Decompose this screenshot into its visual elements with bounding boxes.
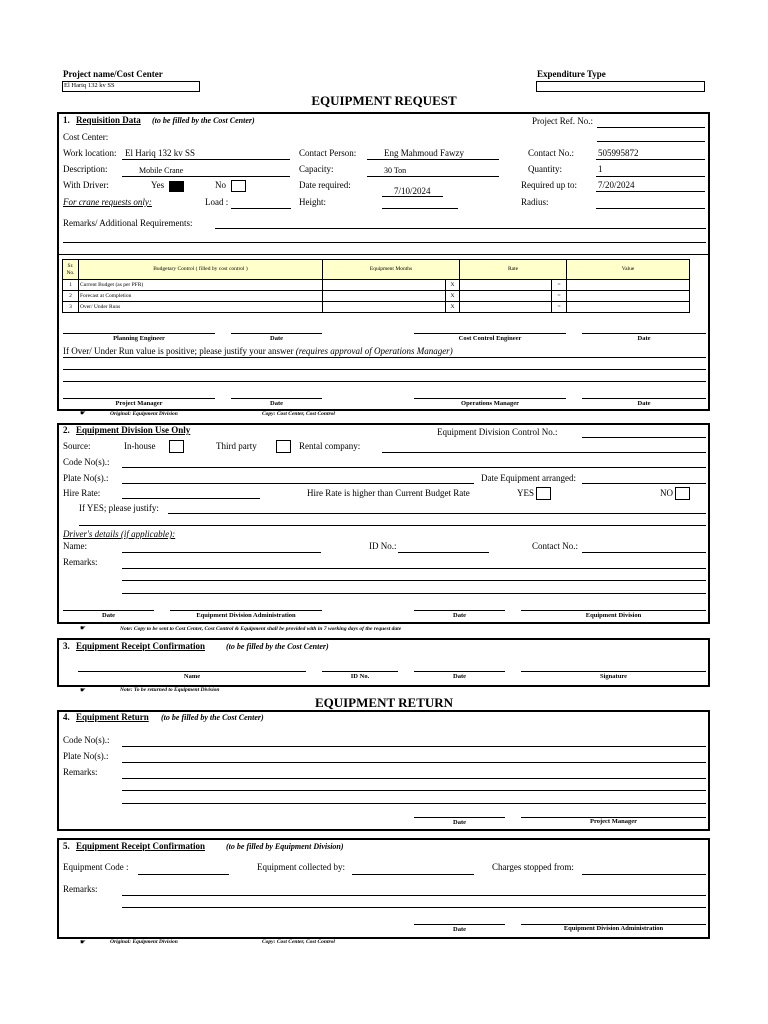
remarks-line-1[interactable] xyxy=(122,778,706,779)
load-label: Load : xyxy=(205,197,229,207)
section-4-return xyxy=(57,710,710,831)
date-signature-line[interactable] xyxy=(231,333,322,334)
justify-note: (requires approval of Operations Manager) xyxy=(295,346,453,356)
required-up-to-value: 7/20/2024 xyxy=(598,180,635,190)
section-3-note: Note: To be returned to Equipment Division xyxy=(120,687,220,693)
collected-by-line[interactable] xyxy=(352,874,474,875)
cost-control-engineer-label: Cost Control Engineer xyxy=(458,335,522,342)
table-row: 1 xyxy=(62,279,79,291)
radius-line[interactable] xyxy=(596,208,705,209)
project-ref-label: Project Ref. No.: xyxy=(532,116,593,126)
section-4-title: Equipment Return xyxy=(76,712,149,722)
table-cell-rate[interactable] xyxy=(459,301,552,313)
code-no-line[interactable] xyxy=(122,467,706,468)
table-cell-months[interactable] xyxy=(322,301,446,313)
contact-no-value: 505995872 xyxy=(598,148,639,158)
justify-line-2[interactable] xyxy=(63,369,706,370)
hire-yes-checkbox[interactable] xyxy=(536,487,551,500)
work-location-value: El Hariq 132 kv SS xyxy=(125,148,196,158)
table-header-budgetary: Budgetary Control ( filled by cost control ) xyxy=(78,259,323,280)
driver-contact-line[interactable] xyxy=(582,552,706,553)
code-no-line[interactable] xyxy=(122,746,706,747)
collected-by-label: Equipment collected by: xyxy=(257,862,345,872)
date-required-label: Date required: xyxy=(299,180,351,190)
control-no-line[interactable] xyxy=(582,437,706,438)
inhouse-label: In-house xyxy=(124,441,156,451)
description-line[interactable] xyxy=(122,176,290,177)
table-header-sr: Sr. No. xyxy=(62,259,79,280)
contact-person-label: Contact Person: xyxy=(299,148,357,158)
contact-no-line[interactable] xyxy=(596,159,705,160)
cost-center-label: Cost Center: xyxy=(63,132,109,142)
copy-note: Copy: Cost Center, Cost Control xyxy=(262,939,335,945)
table-cell-value[interactable] xyxy=(566,301,690,313)
operations-manager-label: Operations Manager xyxy=(461,400,519,407)
remarks-line-1[interactable] xyxy=(122,895,706,896)
section-3-title: Equipment Receipt Confirmation xyxy=(76,641,205,651)
table-row: 3 xyxy=(62,301,79,313)
driver-id-label: ID No.: xyxy=(369,541,397,551)
date-signature-line[interactable] xyxy=(231,398,322,399)
remarks-label: Remarks: xyxy=(63,884,98,894)
third-party-checkbox[interactable] xyxy=(276,440,291,453)
date-signature-line[interactable] xyxy=(414,671,505,672)
date-label: Date xyxy=(270,335,283,342)
section-5-number: 5. xyxy=(63,841,70,851)
table-header-value: Value xyxy=(566,259,690,280)
capacity-line[interactable] xyxy=(367,176,499,177)
date-label: Date xyxy=(637,400,651,407)
date-label: Date xyxy=(637,335,651,342)
expenditure-type-label: Expenditure Type xyxy=(537,69,606,79)
section-5-subtitle: (to be filled by Equipment Division) xyxy=(226,842,344,851)
section-3-number: 3. xyxy=(63,641,70,651)
admin-signature-line[interactable] xyxy=(170,610,322,611)
driver-no-label: No xyxy=(215,180,226,190)
driver-yes-checkbox[interactable] xyxy=(169,181,184,192)
contact-no-label: Contact No.: xyxy=(528,148,574,158)
remarks-line-1[interactable] xyxy=(122,568,706,569)
description-value: Mobile Crane xyxy=(139,166,184,175)
pointing-hand-icon: ☛ xyxy=(80,625,86,632)
date-signature-line[interactable] xyxy=(414,924,505,925)
table-cell-eq: = xyxy=(551,279,567,291)
plate-no-label: Plate No(s).: xyxy=(63,751,109,761)
planning-engineer-signature-line[interactable] xyxy=(63,333,215,334)
date-required-value: 7/10/2024 xyxy=(394,186,431,196)
date-label: Date xyxy=(453,819,466,826)
height-label: Height: xyxy=(299,197,326,207)
justify-line-1[interactable] xyxy=(63,357,706,358)
project-manager-label: Project Manager xyxy=(590,818,637,825)
equipment-request-title: EQUIPMENT REQUEST xyxy=(311,93,457,108)
remarks-line-2[interactable] xyxy=(122,580,706,581)
admin-label: Equipment Division Administration xyxy=(196,612,296,619)
justify-line-3[interactable] xyxy=(63,381,706,382)
work-location-line[interactable] xyxy=(122,159,290,160)
pointing-hand-icon: ☛ xyxy=(80,687,86,694)
remarks-additional-label: Remarks/ Additional Requirements: xyxy=(63,218,193,228)
table-cell-x: X xyxy=(445,279,460,291)
rental-company-line[interactable] xyxy=(382,452,706,453)
id-signature-line[interactable] xyxy=(322,671,398,672)
driver-details-label: Driver's details (if applicable): xyxy=(63,529,176,539)
date-signature-line[interactable] xyxy=(582,398,706,399)
division-signature-line[interactable] xyxy=(521,610,706,611)
table-cell-x: X xyxy=(445,290,460,302)
justify-text: If Over/ Under Run value is positive; please justify your answer (requires approval of Operations Manager) xyxy=(63,346,453,356)
crane-requests-label: For crane requests only: xyxy=(63,197,152,207)
section-2-number: 2. xyxy=(63,425,70,435)
section-4-number: 4. xyxy=(63,712,70,722)
cost-control-signature-line[interactable] xyxy=(414,333,566,334)
third-party-label: Third party xyxy=(216,441,257,451)
table-header-rate: Rate xyxy=(459,259,567,280)
remarks-line-3[interactable] xyxy=(122,803,706,804)
date-signature-line[interactable] xyxy=(414,817,505,818)
project-manager-label: Project Manager xyxy=(115,400,163,407)
table-header-months: Equipment Months xyxy=(322,259,460,280)
remarks-line-2[interactable] xyxy=(122,790,706,791)
date-label: Date xyxy=(453,926,466,933)
charges-stopped-label: Charges stopped from: xyxy=(492,862,574,872)
contact-person-value: Eng Mahmoud Fawzy xyxy=(384,148,464,158)
planning-engineer-label: Planning Engineer xyxy=(113,335,165,342)
remarks-line-3[interactable] xyxy=(122,593,706,594)
date-arranged-line[interactable] xyxy=(582,483,706,484)
remarks-line-2[interactable] xyxy=(122,907,706,908)
load-line[interactable] xyxy=(231,208,291,209)
required-up-to-label: Required up to: xyxy=(521,180,577,190)
name-signature-line[interactable] xyxy=(78,671,306,672)
section-1-subtitle: (to be filled by the Cost Center) xyxy=(152,116,255,125)
table-row-label: Forecast at Completion xyxy=(78,290,323,302)
date-required-line[interactable] xyxy=(382,196,443,197)
expenditure-type-field[interactable] xyxy=(536,81,705,92)
required-up-to-line[interactable] xyxy=(596,191,705,192)
section-4-subtitle: (to be filled by the Cost Center) xyxy=(161,713,264,722)
equipment-return-title: EQUIPMENT RETURN xyxy=(314,695,454,710)
date-label: Date xyxy=(453,612,466,619)
quantity-line[interactable] xyxy=(596,176,705,177)
equipment-code-label: Equipment Code : xyxy=(63,862,129,872)
hire-rate-label: Hire Rate: xyxy=(63,488,101,498)
capacity-value: 30 Ton xyxy=(384,166,407,175)
date-label: Date xyxy=(453,673,466,680)
pointing-hand-icon: ☛ xyxy=(80,410,86,417)
section-2-note: Note: Copy to be sent to Cost Center, Cost Control & Equipment shall be provided with in 7 working days of the request date xyxy=(120,626,402,632)
signature-line[interactable] xyxy=(521,671,706,672)
work-location-label: Work location: xyxy=(63,148,117,158)
justify-line-2[interactable] xyxy=(79,525,706,526)
copy-note: Copy: Cost Center, Cost Control xyxy=(262,411,335,417)
driver-no-checkbox[interactable] xyxy=(231,180,246,192)
hire-yes-label: YES xyxy=(517,488,535,498)
driver-name-line[interactable] xyxy=(122,552,321,553)
table-row: 2 xyxy=(62,290,79,302)
original-note: Original: Equipment Division xyxy=(110,411,178,417)
equipment-code-line[interactable] xyxy=(138,874,229,875)
signature-label: Signature xyxy=(600,673,627,680)
driver-yes-label: Yes xyxy=(151,180,165,190)
date-signature-line[interactable] xyxy=(582,333,706,334)
with-driver-label: With Driver: xyxy=(63,180,109,190)
rental-company-label: Rental company: xyxy=(299,441,361,451)
charges-stopped-line[interactable] xyxy=(582,874,706,875)
date-arranged-label: Date Equipment arranged: xyxy=(481,473,576,483)
plate-no-label: Plate No(s).: xyxy=(63,473,109,483)
table-row-label: Current Budget (as per PFR) xyxy=(78,279,323,291)
table-cell-x: X xyxy=(445,301,460,313)
description-label: Description: xyxy=(63,164,108,174)
source-label: Source: xyxy=(63,441,91,451)
id-label: ID No. xyxy=(350,673,370,680)
project-manager-signature-line[interactable] xyxy=(63,398,215,399)
section-1-title: Requisition Data xyxy=(76,115,141,125)
quantity-value: 1 xyxy=(598,164,603,174)
name-label: Name xyxy=(183,673,201,680)
control-no-label: Equipment Division Control No.: xyxy=(437,427,558,437)
table-cell-eq: = xyxy=(551,301,567,313)
project-ref-line[interactable] xyxy=(597,127,705,128)
hire-rate-higher-label: Hire Rate is higher than Current Budget Rate xyxy=(307,488,470,498)
date-label: Date xyxy=(102,612,115,619)
hire-no-checkbox[interactable] xyxy=(675,487,690,500)
date-signature-line[interactable] xyxy=(63,610,154,611)
project-name-label: Project name/Cost Center xyxy=(63,69,163,79)
remarks-line-3 xyxy=(59,254,708,255)
inhouse-checkbox[interactable] xyxy=(169,440,184,453)
contact-person-line[interactable] xyxy=(367,159,499,160)
justify-label: If YES; please justify: xyxy=(79,503,159,513)
project-name-value: El Hariq 132 kv SS xyxy=(64,82,115,89)
plate-no-line[interactable] xyxy=(122,483,474,484)
driver-id-line[interactable] xyxy=(398,552,489,553)
driver-contact-label: Contact No.: xyxy=(532,541,578,551)
driver-name-label: Name: xyxy=(63,541,87,551)
hire-no-label: NO xyxy=(660,488,673,498)
table-row-label: Over/ Under Runs xyxy=(78,301,323,313)
operations-manager-signature-line[interactable] xyxy=(414,398,566,399)
quantity-label: Quantity: xyxy=(528,164,562,174)
date-label: Date xyxy=(270,400,283,407)
cost-center-line[interactable] xyxy=(597,141,705,142)
height-line[interactable] xyxy=(382,208,458,209)
table-cell-eq: = xyxy=(551,290,567,302)
hire-rate-line[interactable] xyxy=(122,498,260,499)
capacity-label: Capacity: xyxy=(299,164,334,174)
remarks-label: Remarks: xyxy=(63,557,98,567)
admin-label: Equipment Division Administration xyxy=(563,925,664,932)
code-no-label: Code No(s).: xyxy=(63,457,110,467)
section-2-title: Equipment Division Use Only xyxy=(76,425,191,435)
project-name-field[interactable] xyxy=(62,81,200,92)
justify-line-1[interactable] xyxy=(168,513,706,514)
section-1-number: 1. xyxy=(63,115,70,125)
pointing-hand-icon: ☛ xyxy=(80,939,86,946)
section-3-subtitle: (to be filled by the Cost Center) xyxy=(226,642,329,651)
remarks-label: Remarks: xyxy=(63,767,98,777)
plate-no-line[interactable] xyxy=(122,762,706,763)
date-signature-line[interactable] xyxy=(414,610,505,611)
remarks-line-2[interactable] xyxy=(63,242,706,243)
original-note: Original: Equipment Division xyxy=(110,939,178,945)
division-label: Equipment Division xyxy=(585,612,642,619)
remarks-line-1[interactable] xyxy=(215,228,706,229)
section-5-title: Equipment Receipt Confirmation xyxy=(76,841,205,851)
radius-label: Radius: xyxy=(521,197,549,207)
code-no-label: Code No(s).: xyxy=(63,735,110,745)
